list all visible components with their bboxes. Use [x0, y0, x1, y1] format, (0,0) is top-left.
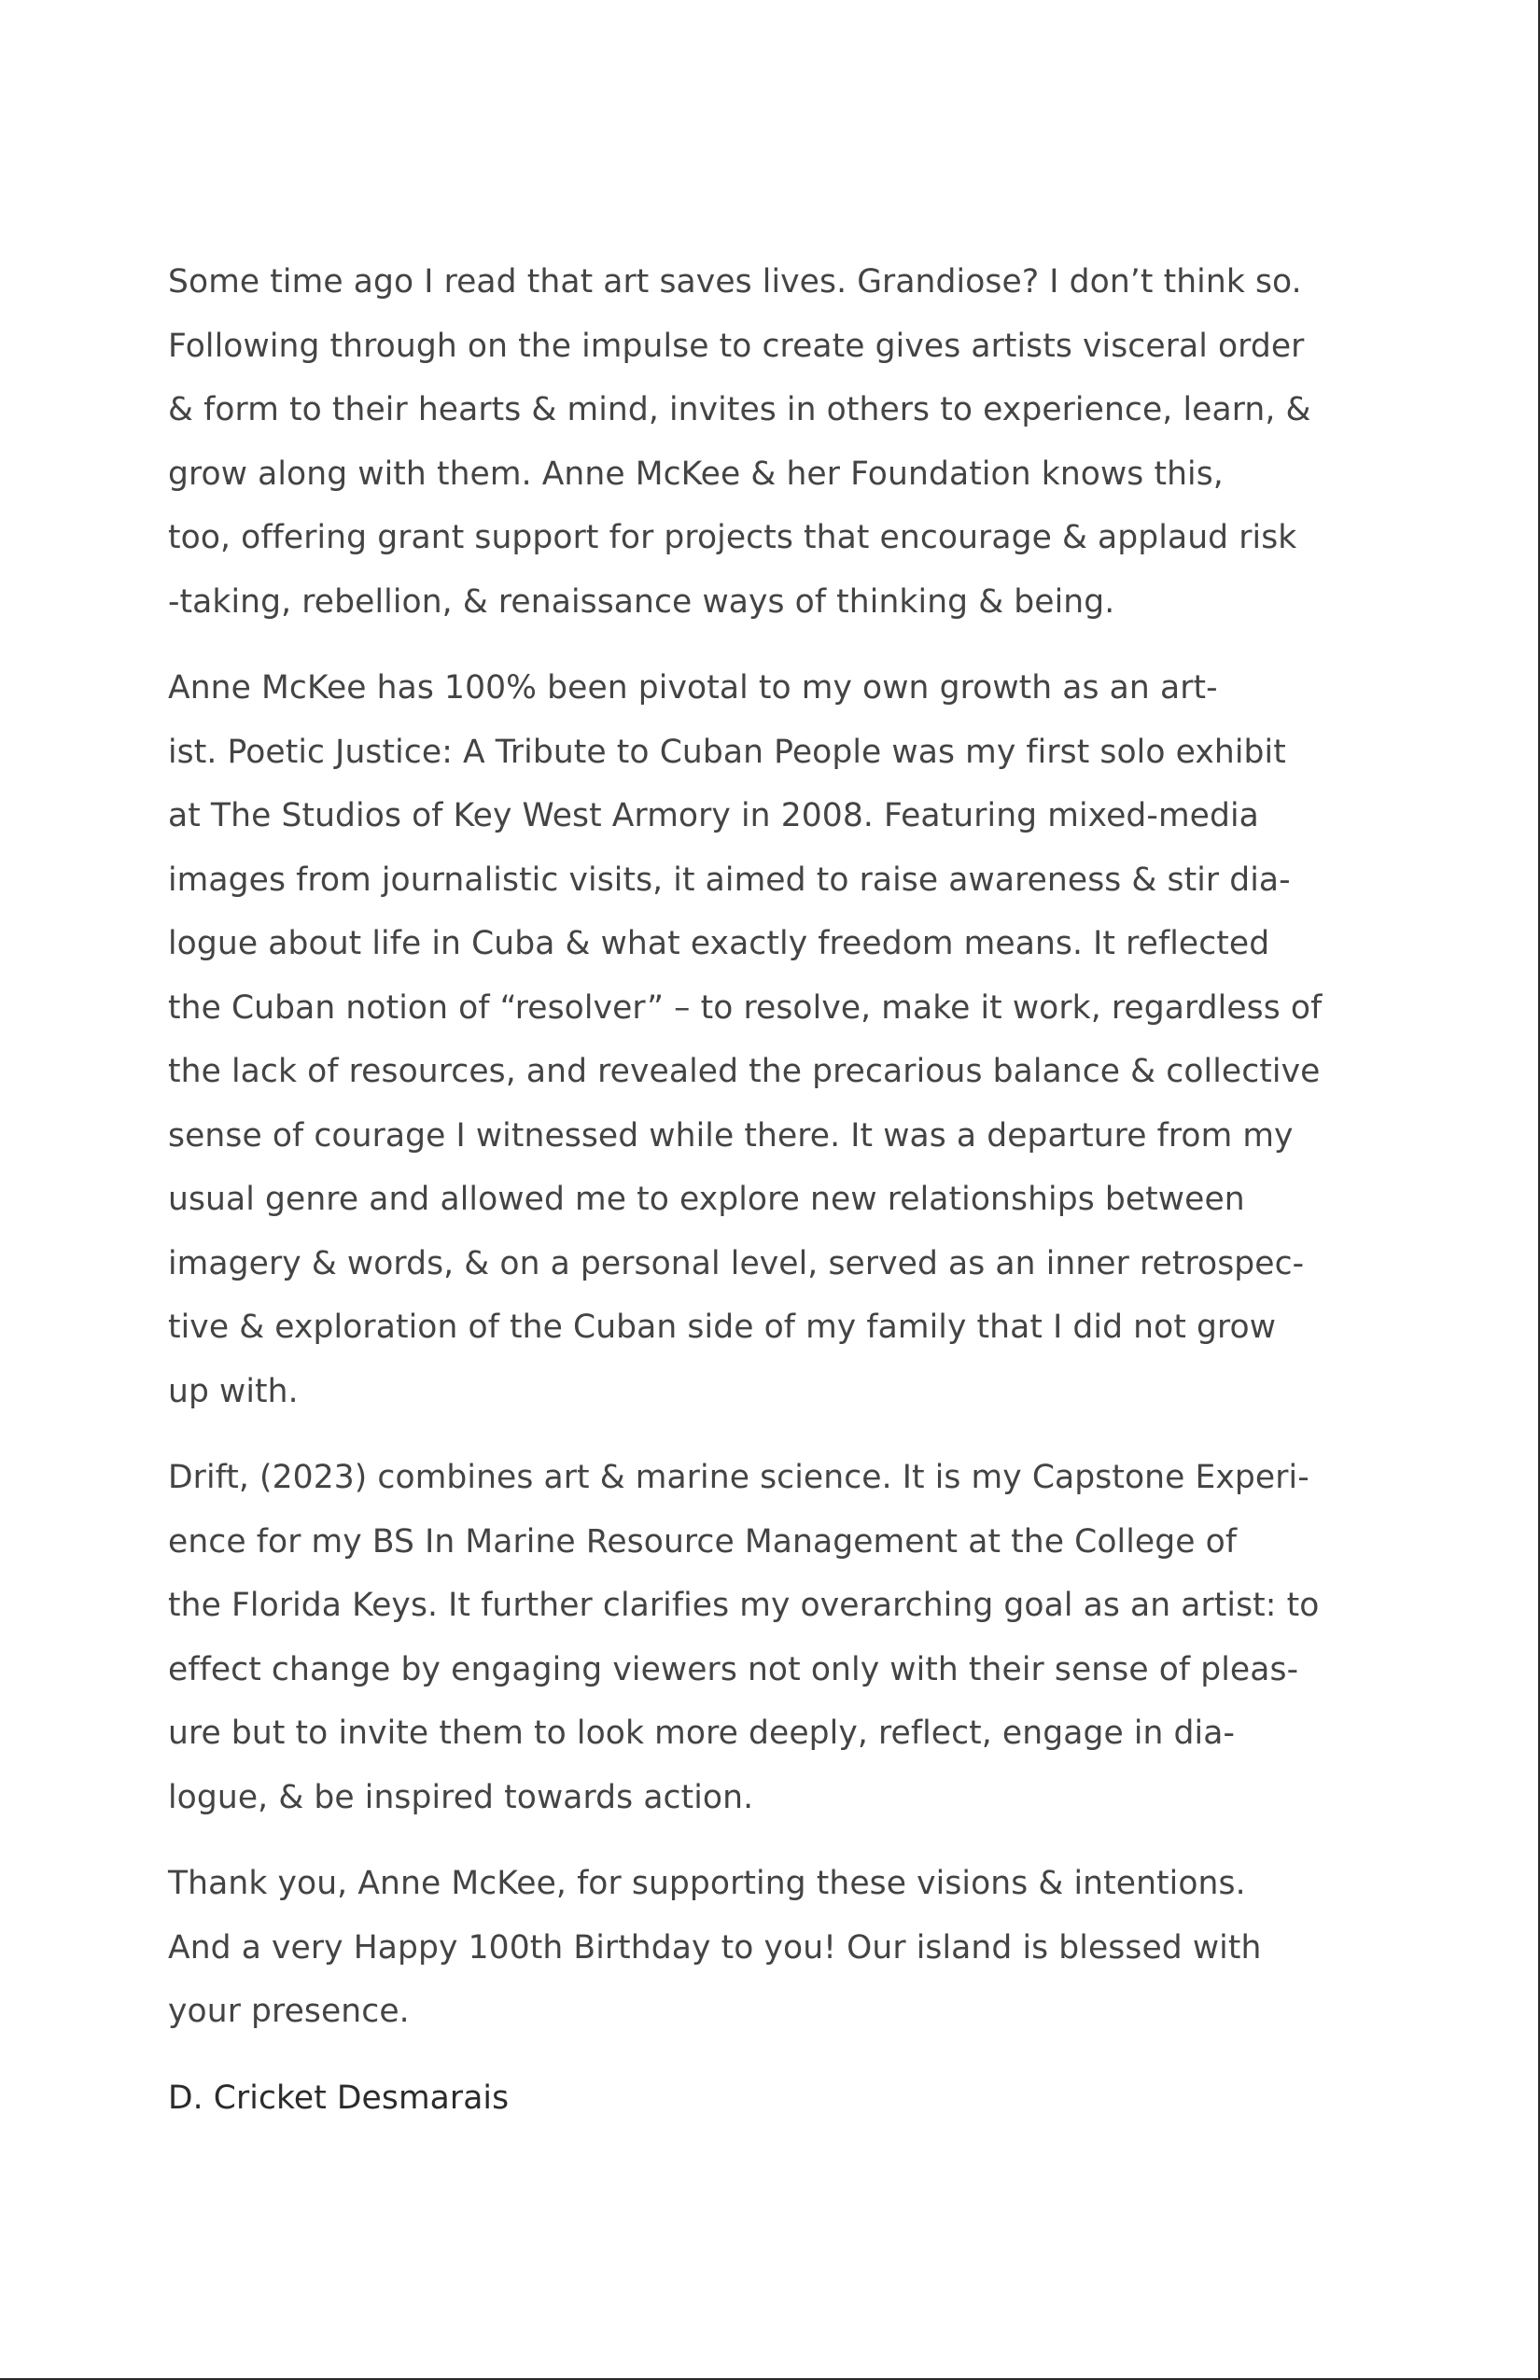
- text-line: effect change by engaging viewers not only with their sense of pleas-: [168, 1650, 1299, 1688]
- text-line: ence for my BS In Marine Resource Management at the College of: [168, 1522, 1238, 1561]
- text-line: grow along with them. Anne McKee & her Foundation knows this,: [168, 455, 1224, 493]
- paragraph-drift: [168, 1446, 1381, 1829]
- text-line: Anne McKee has 100% been pivotal to my own growth as an art-: [168, 669, 1218, 707]
- paragraph-poetic-justice: [168, 656, 1381, 1423]
- text-line: ist. Poetic Justice: A Tribute to Cuban People was my first solo exhibit: [168, 733, 1286, 771]
- text-line: sense of courage I witnessed while there. It was a departure from my: [168, 1116, 1294, 1155]
- text-line: imagery & words, & on a personal level, served as an inner retrospec-: [168, 1244, 1305, 1282]
- text-line: too, offering grant support for projects that encourage & applaud risk: [168, 519, 1297, 556]
- text-line: tive & exploration of the Cuban side of my family that I did not grow: [168, 1309, 1277, 1346]
- text-line: up with.: [168, 1372, 299, 1410]
- text-line: -taking, rebellion, & renaissance ways of thinking & being.: [168, 582, 1115, 621]
- author-signature: D. Cricket Desmarais: [168, 2079, 510, 2117]
- text-line: Drift, (2023) combines art & marine science. It is my Capstone Experi-: [168, 1459, 1309, 1496]
- text-line: the lack of resources, and revealed the precarious balance & collective: [168, 1053, 1321, 1090]
- text-line: logue, & be inspired towards action.: [168, 1778, 754, 1816]
- text-line: And a very Happy 100th Birthday to you! Our island is blessed with: [168, 1928, 1262, 1967]
- text-line: your presence.: [168, 1993, 410, 2030]
- paragraph-art-saves-lives: [168, 250, 1381, 634]
- text-line: Thank you, Anne McKee, for supporting these visions & intentions.: [168, 1865, 1246, 1902]
- text-line: logue about life in Cuba & what exactly freedom means. It reflected: [168, 925, 1270, 962]
- text-line: at The Studios of Key West Armory in 2008. Featuring mixed-media: [168, 797, 1259, 834]
- paragraph-thank-you: [168, 1852, 1381, 2044]
- text-line: ure but to invite them to look more deeply, reflect, engage in dia-: [168, 1715, 1236, 1752]
- text-line: the Florida Keys. It further clarifies my overarching goal as an artist: to: [168, 1587, 1320, 1624]
- text-line: Following through on the impulse to create gives artists visceral order: [168, 327, 1305, 365]
- text-line: & form to their hearts & mind, invites in others to experience, learn, &: [168, 391, 1311, 428]
- text-line: Some time ago I read that art saves lives. Grandiose? I don’t think so.: [168, 263, 1302, 301]
- text-line: the Cuban notion of “resolver” – to resolve, make it work, regardless of: [168, 988, 1323, 1027]
- text-line: usual genre and allowed me to explore new relationships between: [168, 1181, 1245, 1218]
- text-line: images from journalistic visits, it aimed to raise awareness & stir dia-: [168, 861, 1291, 899]
- letter-body: [168, 250, 1381, 2130]
